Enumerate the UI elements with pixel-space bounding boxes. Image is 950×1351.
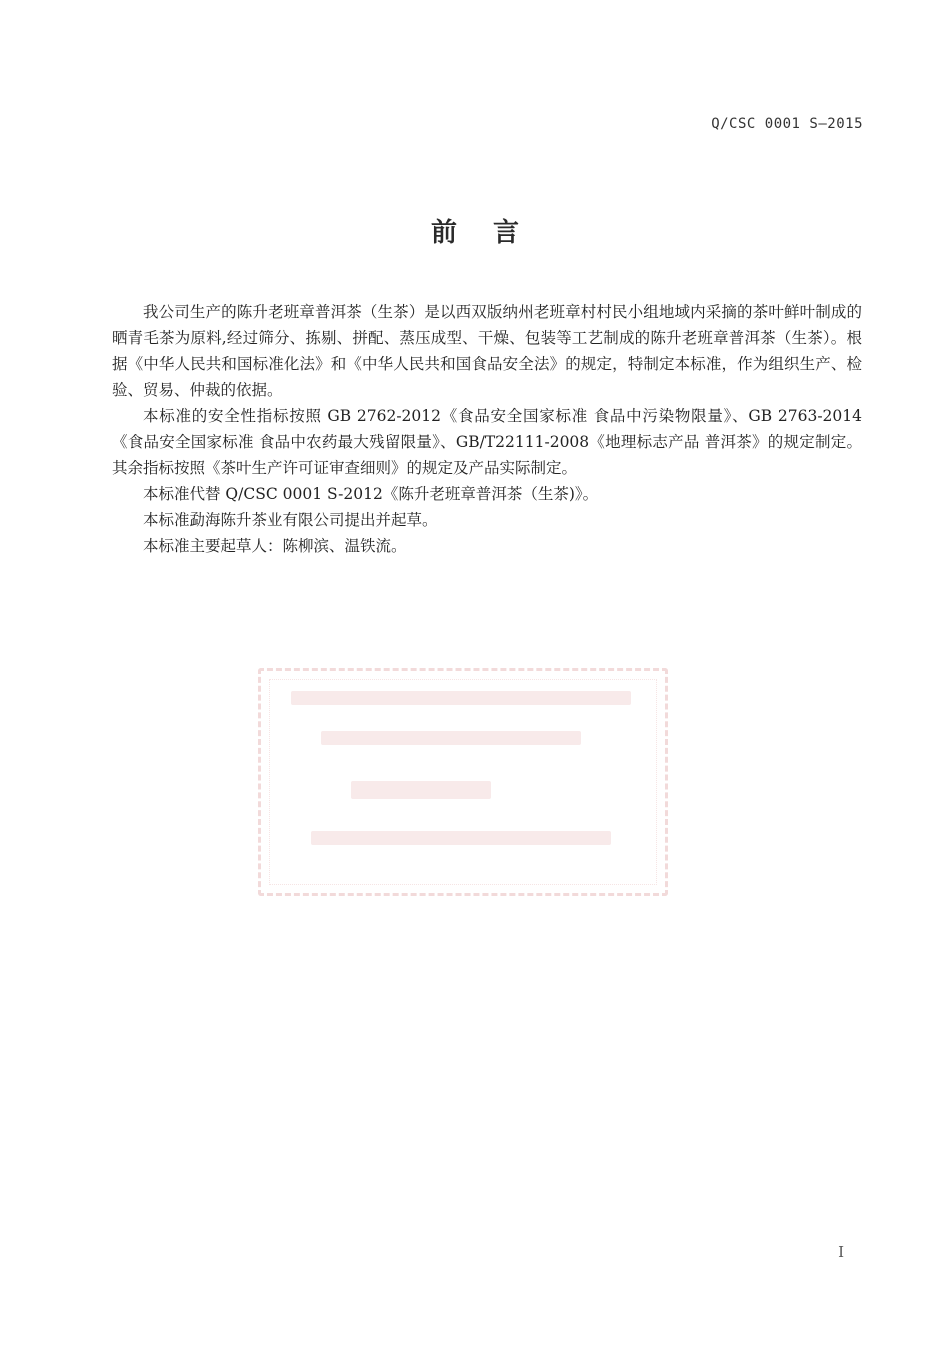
stamp-mark (311, 831, 611, 845)
paragraph-2: 本标准的安全性指标按照 GB 2762-2012《食品安全国家标准 食品中污染物限量》、GB 2763-2014《食品安全国家标准 食品中农药最大残留限量》、GB/T22111-2008《地理标志产品 普洱茶》的规定制定。其余指标按照《茶叶生产许可证审查细则》的规定及产品实际制定。 (112, 407, 862, 477)
document-code: Q/CSC 0001 S—2015 (711, 116, 863, 132)
paragraph-3: 本标准代替 Q/CSC 0001 S-2012《陈升老班章普洱茶（生茶)》。 (143, 485, 599, 503)
page-number: I (838, 1243, 844, 1261)
faded-stamp (258, 668, 668, 896)
body-text (112, 299, 862, 559)
paragraph-1: 我公司生产的陈升老班章普洱茶（生茶）是以西双版纳州老班章村村民小组地域内采摘的茶叶鲜叶制成的晒青毛茶为原料,经过筛分、拣剔、拼配、蒸压成型、干燥、包装等工艺制成的陈升老班章普洱茶（生茶）。根据《中华人民共和国标准化法》和《中华人民共和国食品安全法》的规定，特制定本标准，作为组织生产、检验、贸易、仲裁的依据。 (112, 303, 862, 399)
page-title: 前言 (430, 218, 555, 248)
stamp-mark (321, 731, 581, 745)
stamp-mark (291, 691, 631, 705)
stamp-mark (351, 781, 491, 799)
paragraph-5: 本标准主要起草人：陈柳滨、温铁流。 (143, 537, 407, 555)
paragraph-4: 本标准勐海陈升茶业有限公司提出并起草。 (143, 511, 438, 529)
